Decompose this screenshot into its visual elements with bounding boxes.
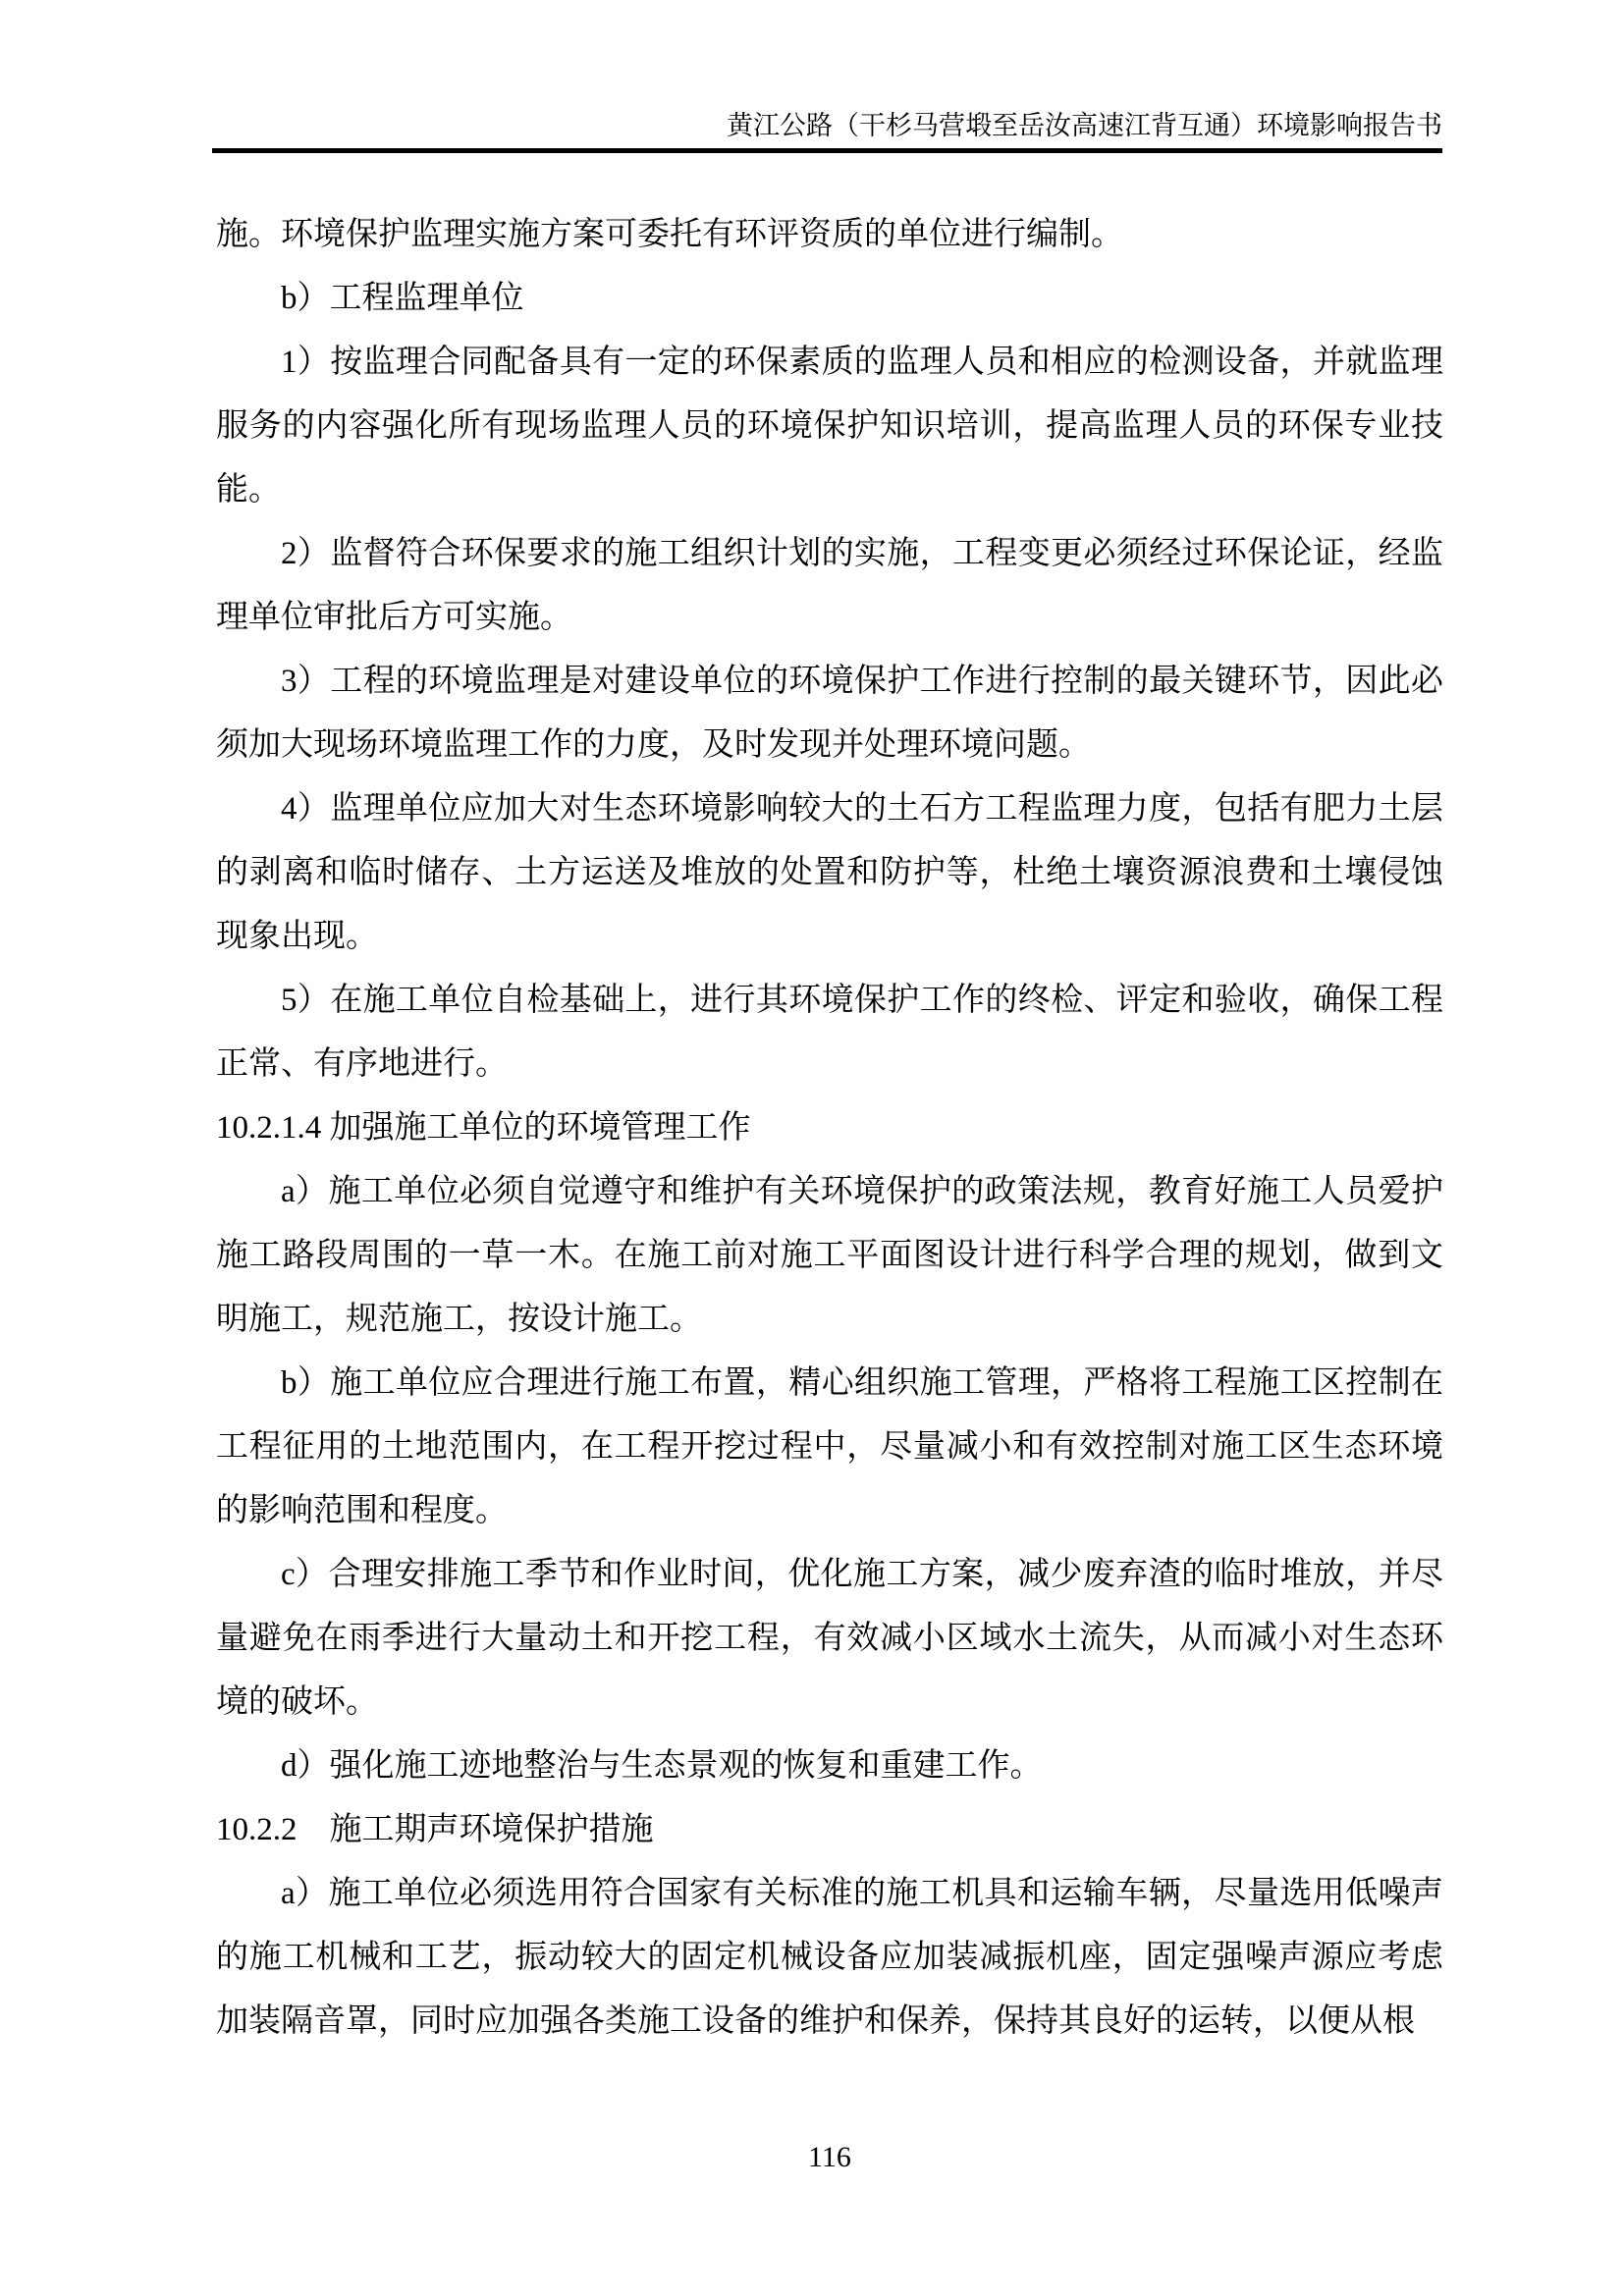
paragraph: a）施工单位必须自觉遵守和维护有关环境保护的政策法规，教育好施工人员爱护施工路段周围的一草一木。在施工前对施工平面图设计进行科学合理的规划，做到文明施工，规范施工，按设计施工。: [216, 1174, 1443, 1337]
section-heading: 10.2.1.4 加强施工单位的环境管理工作: [216, 1110, 751, 1146]
paragraph: 3）工程的环境监理是对建设单位的环境保护工作进行控制的最关键环节，因此必须加大现场环境监理工作的力度，及时发现并处理环境问题。: [216, 664, 1443, 763]
paragraph: c）合理安排施工季节和作业时间，优化施工方案，减少废弃渣的临时堆放，并尽量避免在雨季进行大量动土和开挖工程，有效减小区域水土流失，从而减小对生态环境的破坏。: [216, 1557, 1443, 1720]
paragraph: d）强化施工迹地整治与生态景观的恢复和重建工作。: [281, 1748, 1043, 1784]
paragraph: a）施工单位必须选用符合国家有关标准的施工机具和运输车辆，尽量选用低噪声的施工机械和工艺，振动较大的固定机械设备应加装减振机座，固定强噪声源应考虑加装隔音罩，同时应加强各类施工设备的维护和保养，保持其良好的运转，以便从根: [216, 1876, 1443, 2039]
paragraph: b）施工单位应合理进行施工布置，精心组织施工管理，严格将工程施工区控制在工程征用的土地范围内，在工程开挖过程中，尽量减小和有效控制对施工区生态环境的影响范围和程度。: [216, 1365, 1443, 1528]
header-rule: [212, 148, 1442, 153]
header-title: 黄江公路（干杉马营塅至岳汝高速江背互通）环境影响报告书: [727, 111, 1442, 140]
page-footer: [216, 2138, 1443, 2177]
paragraph: 1）按监理合同配备具有一定的环保素质的监理人员和相应的检测设备，并就监理服务的内容强化所有现场监理人员的环境保护知识培训，提高监理人员的环保专业技能。: [216, 345, 1443, 507]
paragraph: 2）监督符合环保要求的施工组织计划的实施，工程变更必须经过环保论证，经监理单位审批后方可实施。: [216, 536, 1443, 635]
paragraph: b）工程监理单位: [281, 281, 524, 316]
page-header: [212, 108, 1442, 143]
paragraph: 施。环境保护监理实施方案可委托有环评资质的单位进行编制。: [216, 217, 1123, 252]
paragraph: 5）在施工单位自检基础上，进行其环境保护工作的终检、评定和验收，确保工程正常、有序地进行。: [216, 983, 1443, 1082]
section-heading: 10.2.2 施工期声环境保护措施: [216, 1812, 654, 1847]
document-body: [216, 203, 1443, 2054]
page-number: 116: [808, 2141, 851, 2173]
paragraph: 4）监理单位应加大对生态环境影响较大的土石方工程监理力度，包括有肥力土层的剥离和临时储存、土方运送及堆放的处置和防护等，杜绝土壤资源浪费和土壤侵蚀现象出现。: [216, 791, 1443, 954]
